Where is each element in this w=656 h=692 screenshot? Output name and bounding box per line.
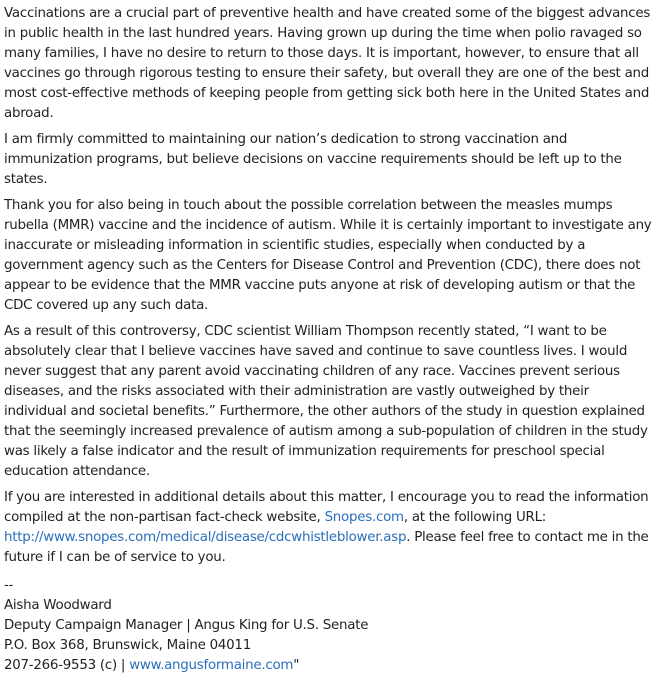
signature-name: Aisha Woodward — [4, 598, 112, 613]
paragraph-mmr-autism: Thank you for also being in touch about the possible correlation between the measles mumps rubella (MMR) vaccine and the incidence of autism. While it is certainly important to investigate any inaccurate or misleading information in scientific studies, especially when conducted by a government agency such as the Centers for Disease Control and Prevention (CDC), there does not appear to be evidence that the MMR vaccine puts anyone at risk of developing autism or that the CDC covered up any such data. — [4, 198, 652, 313]
signature-title: Deputy Campaign Manager | Angus King for U.S. Senate — [4, 618, 369, 633]
details-text-start: If you are interested in additional details about this matter, I encourage you to read the information compiled at the non-partisan fact-check website, — [4, 490, 649, 525]
paragraph-vaccinations: Vaccinations are a crucial part of preventive health and have created some of the biggest advances in public health in the last hundred years. Having grown up during the time when polio ravaged so many families, I have no desire to return to those days. It is important, however, to ensure that all vaccines go through rigorous testing to ensure their safety, but overall they are one of the best and most cost-effective methods of keeping people from getting sick both here in the United States and abroad. — [4, 6, 651, 121]
paragraph-thompson-quote: As a result of this controversy, CDC scientist William Thompson recently stated, “I want to be absolutely clear that I believe vaccines have saved and continue to save countless lives. I would never suggest that any parent avoid vaccinating children of any race. Vaccines prevent serious diseases, and the risks associated with their administration are vastly outweighed by their individual and societal benefits.” Furthermore, the other authors of the study in question explained that the seemingly increased prevalence of autism among a sub-population of children in the study was likely a false indicator and the result of immunization requirements for preschool special education attendance. — [4, 324, 648, 479]
details-text-end: . Please feel free to contact me in the future if I can be of service to you. — [4, 530, 649, 565]
signature-contact-line — [4, 656, 652, 676]
signature-trailing-quote: " — [293, 658, 300, 673]
campaign-website-link[interactable]: www.angusformaine.com — [129, 658, 294, 673]
snopes-link[interactable]: Snopes.com — [324, 510, 404, 525]
signature-phone: 207-266-9553 (c) | — [4, 658, 130, 673]
paragraph-commitment: I am firmly committed to maintaining our nation’s dedication to strong vaccination and immunization programs, but believe decisions on vaccine requirements should be left up to the states. — [4, 132, 622, 187]
signature-separator: -- — [4, 578, 14, 593]
details-text-middle: , at the following URL: — [403, 510, 547, 525]
paragraph-additional-details — [4, 488, 652, 568]
signature-address: P.O. Box 368, Brunswick, Maine 04011 — [4, 638, 251, 653]
signature-block — [4, 576, 652, 676]
snopes-url-link[interactable]: http://www.snopes.com/medical/disease/cdcwhistleblower.asp — [4, 530, 407, 545]
